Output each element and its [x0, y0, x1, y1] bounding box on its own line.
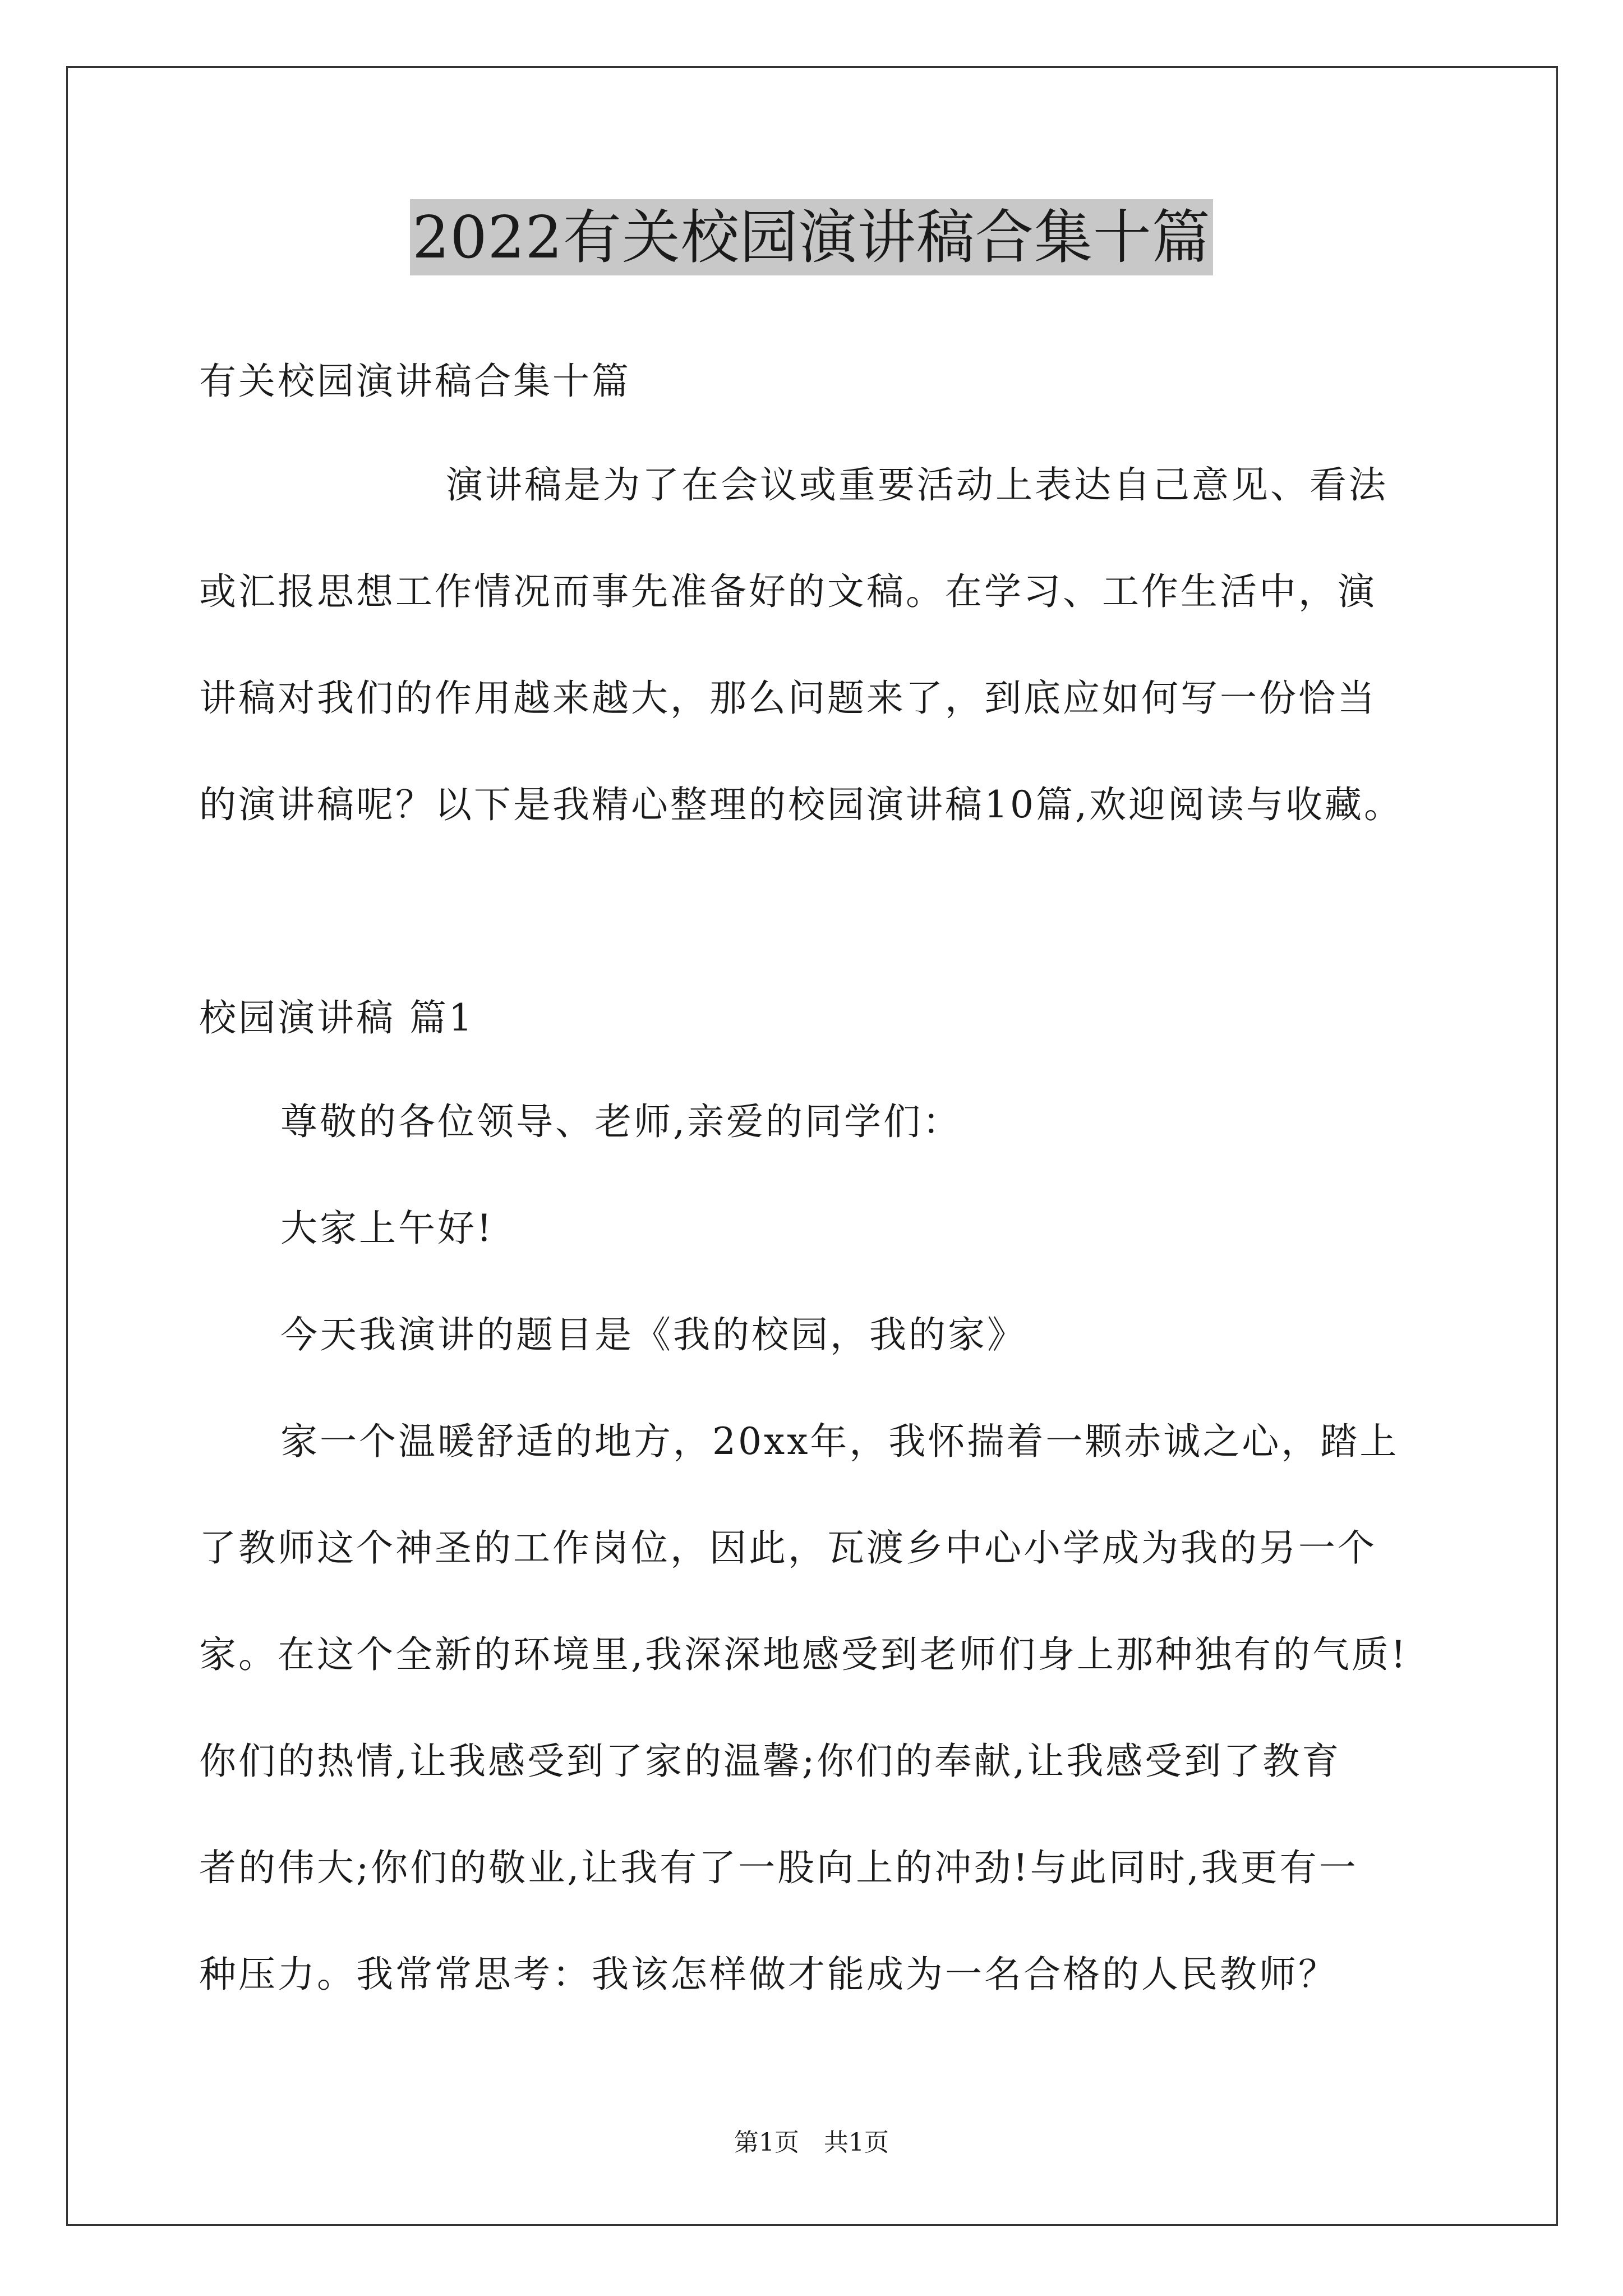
page-footer: 第1页 共1页	[734, 2128, 889, 2157]
intro-line-1: 演讲稿是为了在会议或重要活动上表达自己意见、看法	[446, 463, 1388, 507]
body-line-3: 家。在这个全新的环境里,我深深地感受到老师们身上那种独有的气质!	[199, 1633, 1408, 1676]
body-line-4: 你们的热情,让我感受到了家的温馨;你们的奉献,让我感受到了教育	[199, 1740, 1341, 1783]
intro-line-4: 的演讲稿呢？以下是我精心整理的校园演讲稿10篇,欢迎阅读与收藏。	[199, 783, 1403, 826]
body-line-6: 种压力。我常常思考：我该怎样做才能成为一名合格的人民教师？	[199, 1953, 1338, 1996]
body-line-5: 者的伟大;你们的敬业,让我有了一股向上的冲劲!与此同时,我更有一	[199, 1846, 1358, 1889]
document-title	[0, 199, 1623, 275]
document-title-text: 2022有关校园演讲稿合集十篇	[410, 199, 1213, 275]
body-line-2: 了教师这个神圣的工作岗位，因此，瓦渡乡中心小学成为我的另一个	[199, 1526, 1377, 1570]
hello: 大家上午好!	[280, 1207, 494, 1250]
intro-line-2: 或汇报思想工作情况而事先准备好的文稿。在学习、工作生活中，演	[199, 570, 1377, 613]
section-heading: 校园演讲稿 篇1	[199, 996, 474, 1039]
body-line-1: 家一个温暖舒适的地方，20xx年，我怀揣着一颗赤诚之心，踏上	[280, 1420, 1399, 1463]
greeting: 尊敬的各位领导、老师,亲爱的同学们：	[280, 1100, 962, 1143]
document-subtitle: 有关校园演讲稿合集十篇	[199, 360, 631, 403]
intro-line-3: 讲稿对我们的作用越来越大，那么问题来了，到底应如何写一份恰当	[199, 677, 1377, 720]
speech-topic: 今天我演讲的题目是《我的校园，我的家》	[280, 1313, 1026, 1356]
